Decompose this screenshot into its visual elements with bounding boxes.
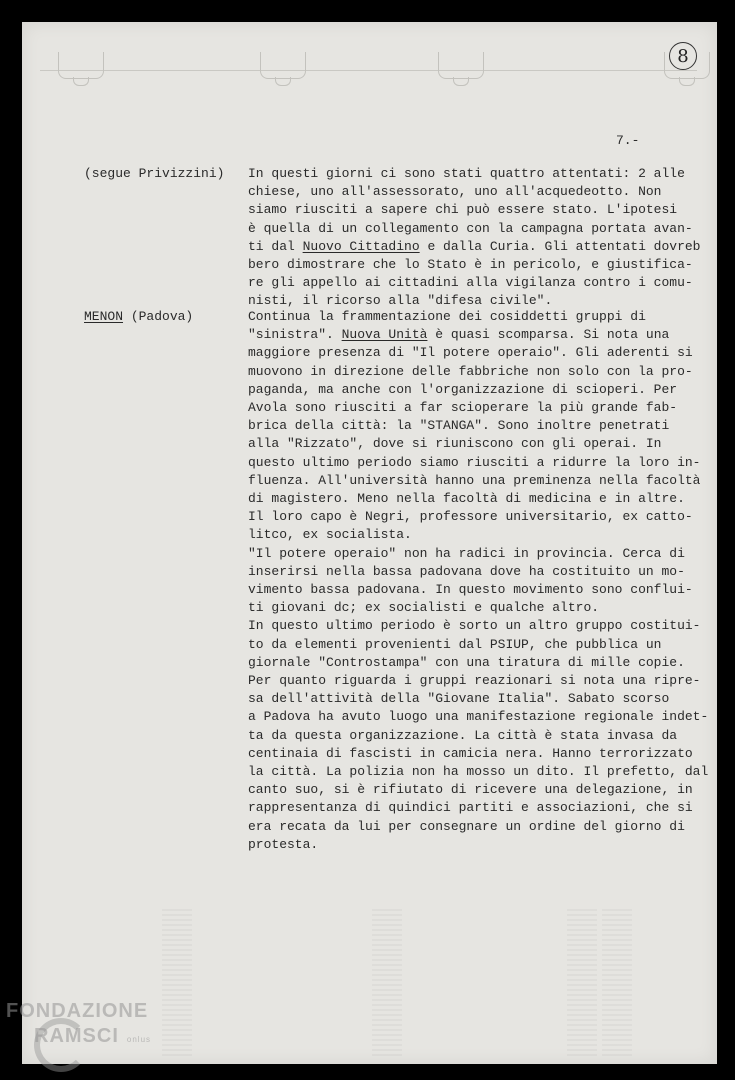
paragraph-line: re gli appello ai cittadini alla vigilanza contro i comu-: [248, 275, 693, 291]
page-number: 7.-: [616, 133, 640, 148]
scan-artifact: [372, 906, 402, 1056]
paragraph-line: rappresentanza di quindici partiti e associazioni, che si: [248, 800, 693, 816]
document-page: [22, 22, 717, 1064]
speaker-label-privizzini: (segue Privizzini): [84, 166, 225, 181]
paragraph-line: canto suo, si è rifiutato di ricevere una delegazione, in: [248, 782, 693, 798]
speaker-paragraph: [248, 165, 701, 311]
paragraph-line: maggiore presenza di "Il potere operaio". Gli aderenti si: [248, 345, 693, 361]
paragraph-line: la città. La polizia non ha mosso un dito. Il prefetto, dal: [248, 764, 709, 780]
paragraph-line: litco, ex socialista.: [248, 527, 412, 543]
paragraph-line: Per quanto riguarda i gruppi reazionari si nota una ripre-: [248, 673, 701, 689]
clip-mark: [58, 52, 104, 79]
scan-artifact: [162, 906, 192, 1056]
scan-artifact: [602, 906, 632, 1056]
paragraph-line: bero dimostrare che lo Stato è in pericolo, e giustifica-: [248, 257, 693, 273]
paragraph-line: questo ultimo periodo siamo riusciti a ridurre la loro in-: [248, 454, 701, 470]
fold-line: [40, 70, 697, 71]
paragraph-line: "sinistra". Nuova Unità è quasi scomparsa. Si nota una: [248, 327, 670, 343]
paragraph-line: giornale "Controstampa" con una tiratura di mille copie.: [248, 654, 685, 670]
clip-mark: [260, 52, 306, 79]
paragraph-line: "Il potere operaio" non ha radici in provincia. Cerca di: [248, 545, 685, 561]
paragraph-line: inserirsi nella bassa padovana dove ha costituito un mo-: [248, 563, 685, 579]
paragraph-line: In questo ultimo periodo è sorto un altro gruppo costitui-: [248, 618, 701, 634]
paragraph-line: muovono in direzione delle fabbriche non solo con la pro-: [248, 363, 693, 379]
paragraph-line: protesta.: [248, 836, 319, 852]
paragraph-line: centinaia di fascisti in camicia nera. Hanno terrorizzato: [248, 745, 693, 761]
paragraph-line: fluenza. All'università hanno una preminenza nella facoltà: [248, 472, 701, 488]
watermark-line1: FONDAZIONE: [6, 1000, 149, 1022]
speaker-name: MENON: [84, 309, 124, 324]
paragraph-line: a Padova ha avuto luogo una manifestazione regionale indet-: [248, 709, 709, 725]
watermark-line2: RAMSCI onlus: [34, 1025, 152, 1047]
paragraph-line: ta da questa organizzazione. La città è stata invasa da: [248, 727, 678, 743]
paragraph-line: nisti, il ricorso alla "difesa civile".: [248, 293, 553, 309]
paragraph-line: paganda, ma anche con l'organizzazione di scioperi. Per: [248, 381, 678, 397]
paragraph-line: alla "Rizzato", dove si riuniscono con gli operai. In: [248, 436, 662, 452]
paragraph-line: brica della città: la "STANGA". Sono inoltre penetrati: [248, 418, 670, 434]
paragraph-line: In questi giorni ci sono stati quattro attentati: 2 alle: [248, 166, 685, 181]
watermark-logo: [6, 1000, 151, 1048]
paragraph-line: era recata da lui per consegnare un ordine del giorno di: [248, 818, 685, 834]
speaker-label-menon: [84, 309, 193, 324]
paragraph-line: chiese, uno all'assessorato, uno all'acquedeotto. Non: [248, 184, 662, 200]
paragraph-line: to da elementi provenienti dal PSIUP, che pubblica un: [248, 636, 662, 652]
speaker-place: (Padova): [130, 309, 194, 324]
paragraph-line: vimento bassa padovana. In questo movimento sono conflui-: [248, 582, 693, 598]
speaker-paragraph: [248, 308, 708, 854]
watermark-g-icon: [34, 1018, 88, 1072]
archive-number: 8: [669, 42, 697, 70]
paragraph-line: di magistero. Meno nella facoltà di medicina e in altre.: [248, 491, 685, 507]
clip-mark: [438, 52, 484, 79]
paragraph-line: siamo riusciti a sapere chi può essere stato. L'ipotesi: [248, 202, 678, 218]
scan-artifact: [567, 906, 597, 1056]
paragraph-line: ti dal Nuovo Cittadino e dalla Curia. Gli attentati dovreb: [248, 238, 701, 254]
paragraph-line: ti giovani dc; ex socialisti e qualche altro.: [248, 600, 600, 616]
paragraph-line: Continua la frammentazione dei cosiddetti gruppi di: [248, 309, 646, 324]
paragraph-line: Avola sono riusciti a far scioperare la più grande fab-: [248, 400, 678, 416]
paragraph-line: sa dell'attività della "Giovane Italia". Sabato scorso: [248, 691, 670, 707]
paragraph-line: Il loro capo è Negri, professore universitario, ex catto-: [248, 509, 693, 525]
paragraph-line: è quella di un collegamento con la campagna portata avan-: [248, 220, 693, 236]
